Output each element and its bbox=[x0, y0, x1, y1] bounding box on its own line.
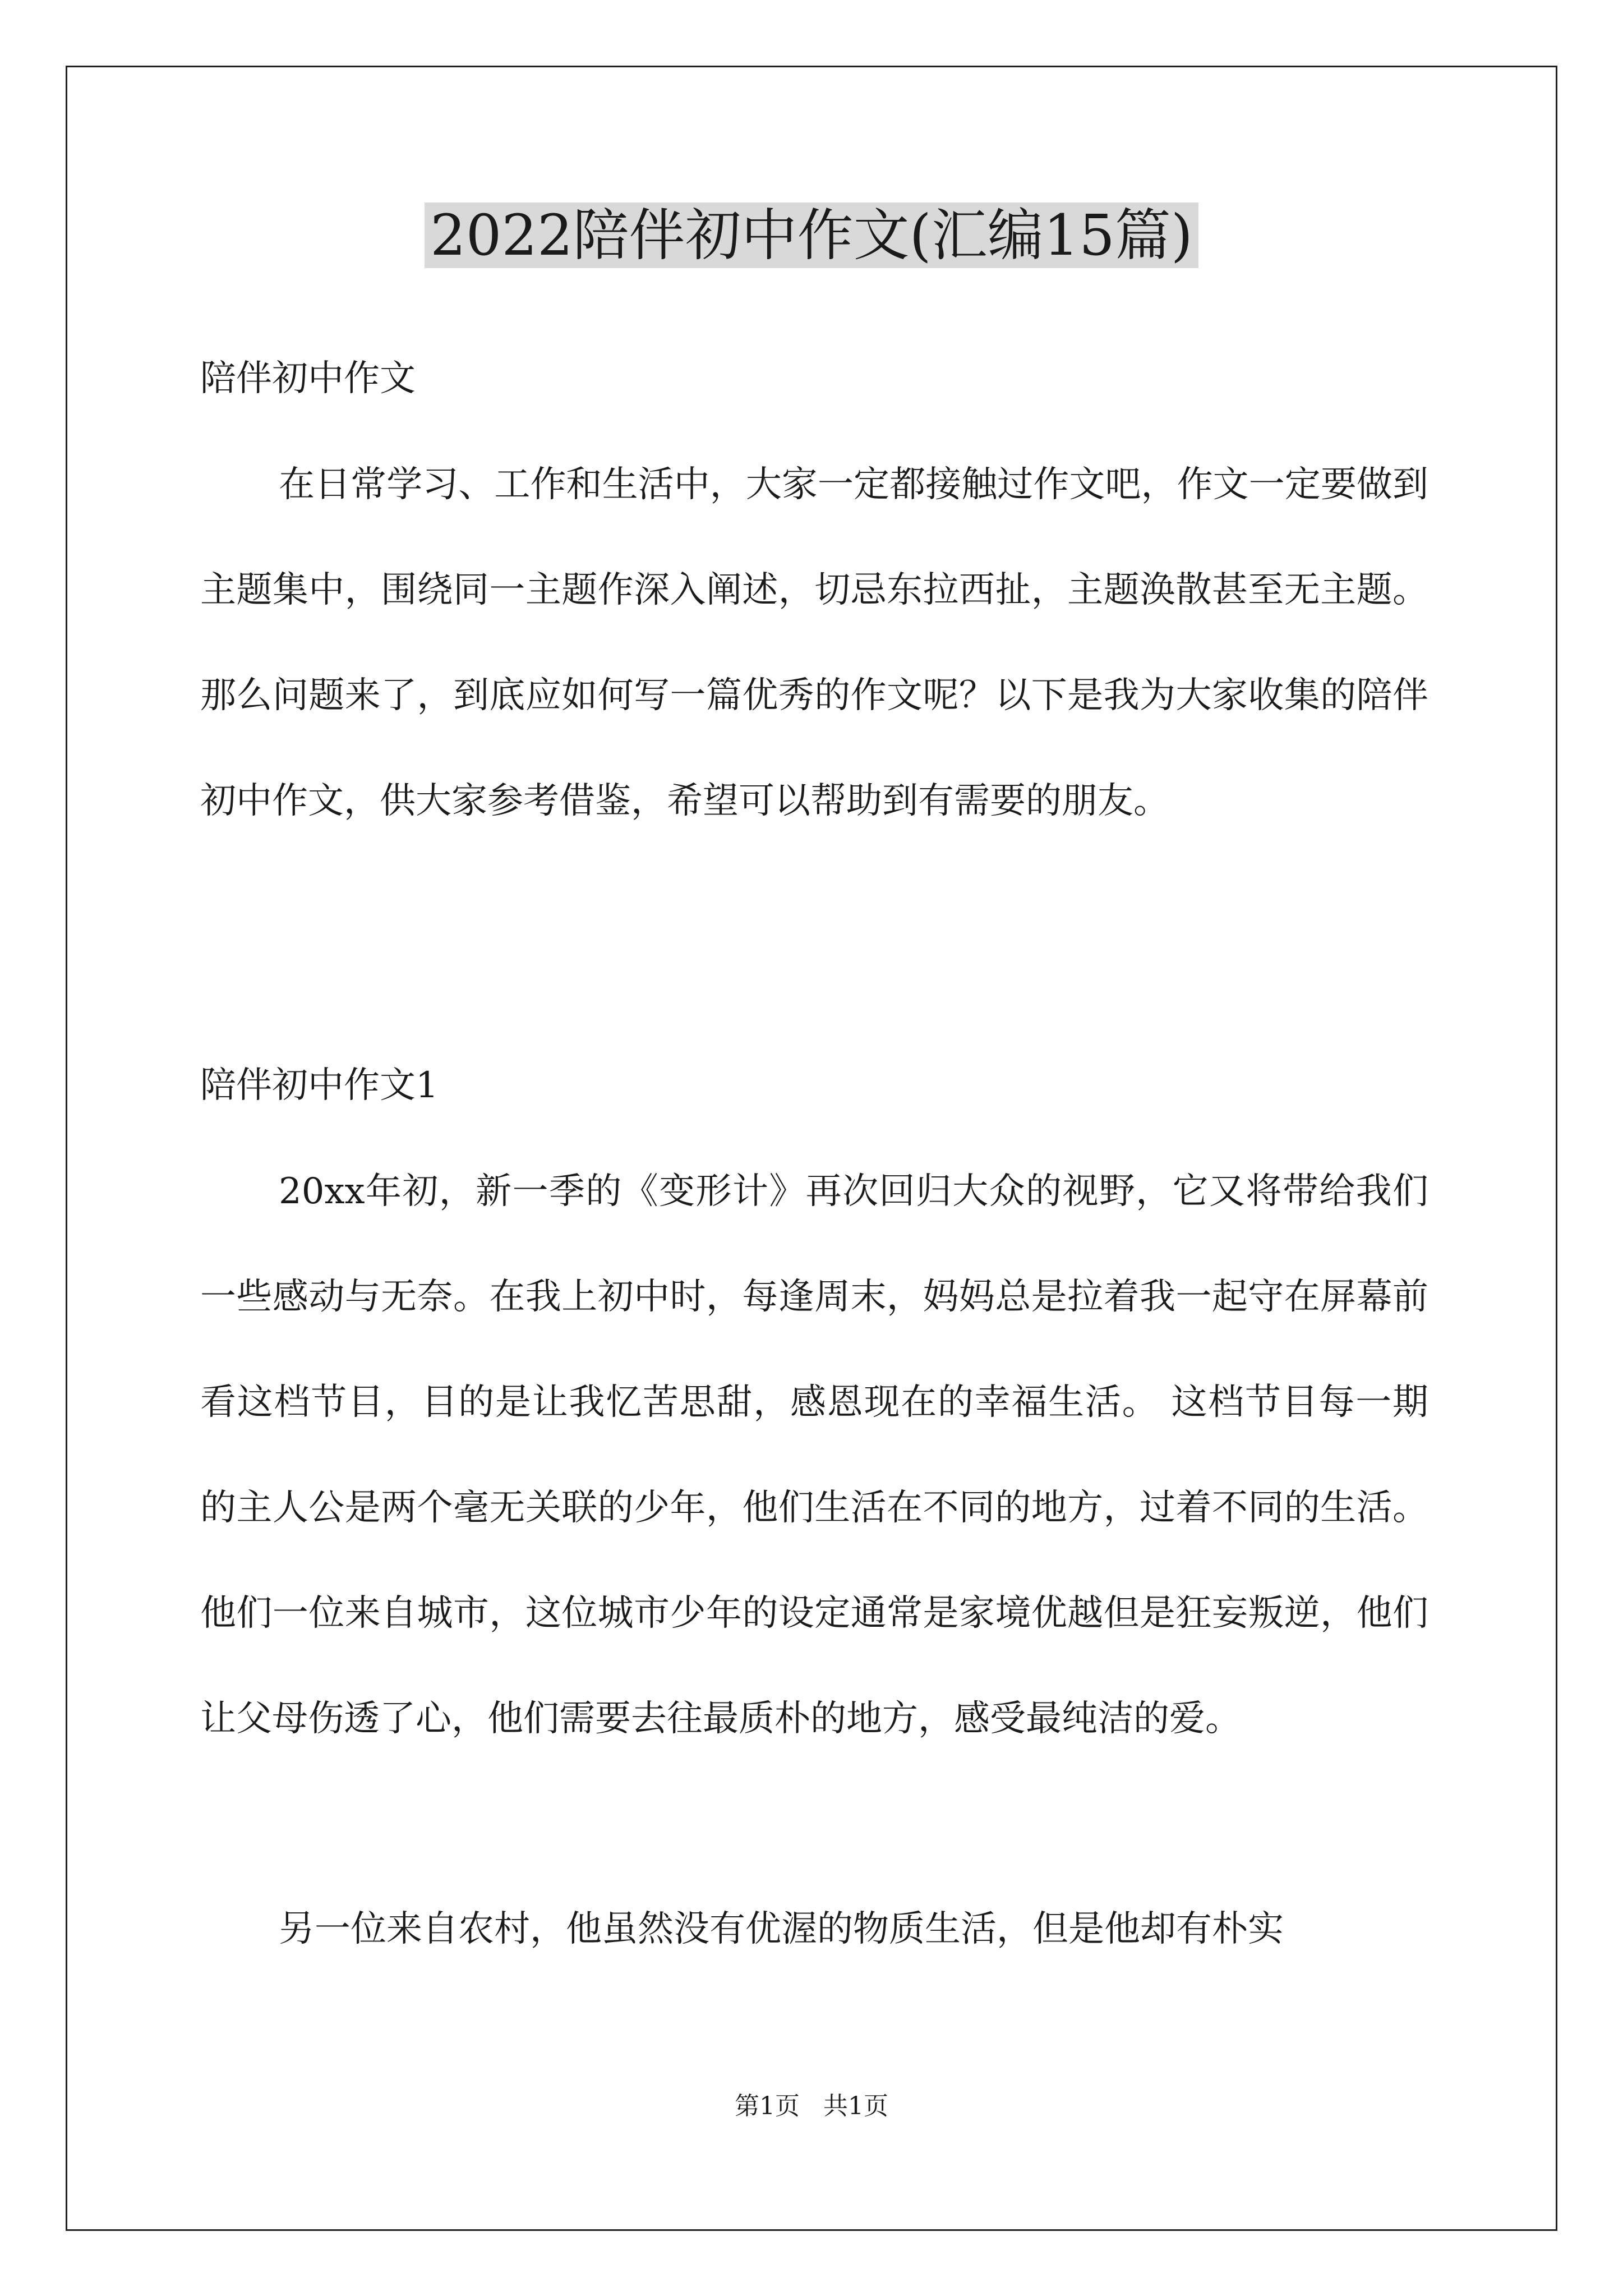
document-title bbox=[0, 196, 1623, 275]
section-paragraph-1: 20xx年初，新一季的《变形计》再次回归大众的视野，它又将带给我们一些感动与无奈。在我上初中时，每逢周末，妈妈总是拉着我一起守在屏幕前看这档节目，目的是让我忆苦思甜，感恩现在的幸福生活。 这档节目每一期的主人公是两个毫无关联的少年，他们生活在不同的地方，过着不同的生活。他们一位来自城市，这位城市少年的设定通常是家境优越但是狂妄叛逆，他们让父母伤透了心，他们需要去往最质朴的地方，感受最纯洁的爱。 bbox=[200, 1171, 1428, 1740]
section-heading: 陪伴初中作文1 bbox=[200, 1065, 439, 1106]
intro-heading: 陪伴初中作文 bbox=[200, 358, 416, 399]
document-title-text: 2022陪伴初中作文(汇编15篇) bbox=[425, 203, 1198, 268]
page-number-footer: 第1页 共1页 bbox=[735, 2092, 888, 2120]
intro-paragraph: 在日常学习、工作和生活中，大家一定都接触过作文吧，作文一定要做到主题集中，围绕同一主题作深入阐述，切忌东拉西扯，主题涣散甚至无主题。那么问题来了，到底应如何写一篇优秀的作文呢？以下是我为大家收集的陪伴初中作文，供大家参考借鉴，希望可以帮助到有需要的朋友。 bbox=[200, 464, 1428, 822]
section-paragraph-2: 另一位来自农村，他虽然没有优渥的物质生活，但是他却有朴实 bbox=[279, 1908, 1284, 1950]
